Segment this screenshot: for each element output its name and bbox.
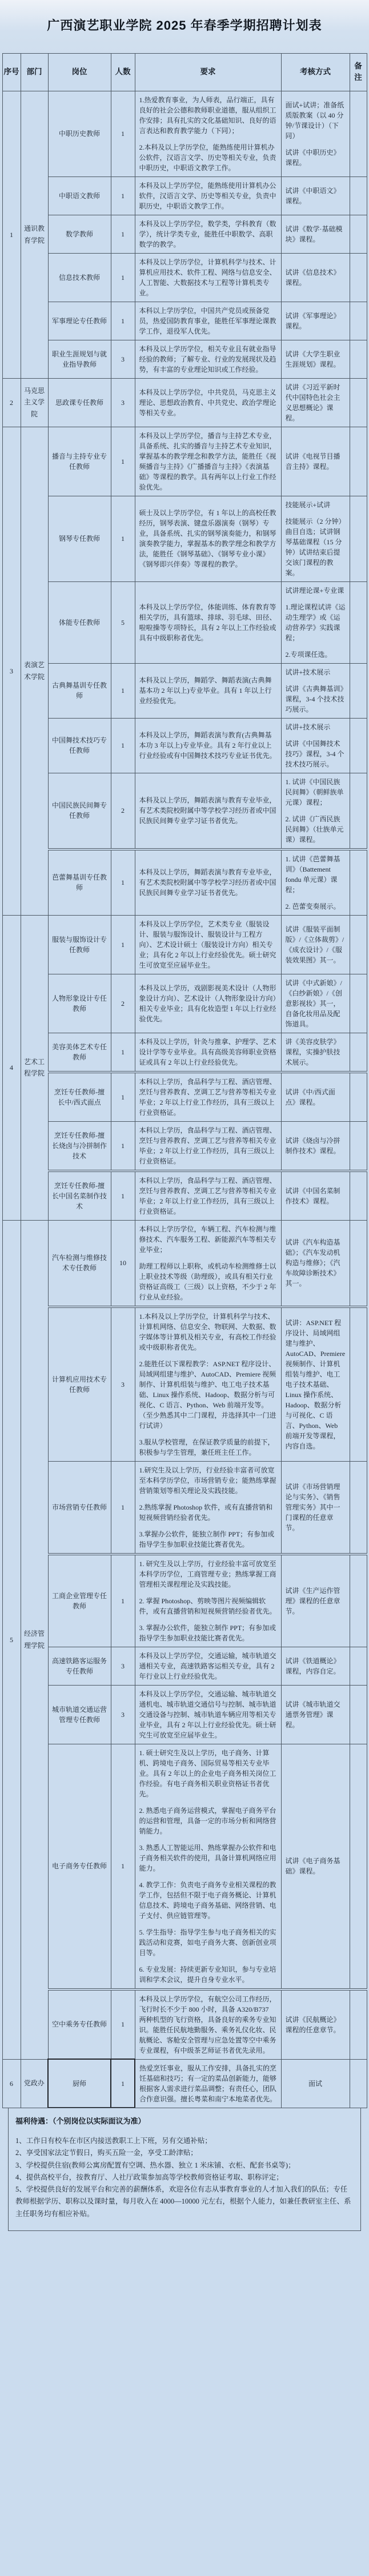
position-cell: 烹饪专任教师-擅长中国名菜制作技术 bbox=[48, 1171, 111, 1221]
assessment-cell bbox=[281, 915, 350, 974]
requirements-cell bbox=[135, 1307, 281, 1462]
benefits-title: 福利待遇：（个别岗位以实际面议为准） bbox=[15, 2117, 146, 2125]
requirement-paragraph: 热爱烹饪事业，服从工作安排，具备扎实的烹饪基础和技巧；有一定的菜品创新能力，能够根据客人需求进行菜品调整；有责任心，团队合作意识强。擅长粤菜和南宁本地菜者优先。 bbox=[139, 2064, 277, 2103]
assessment-paragraph: 试讲《城市轨道交通票务管理》课程。 bbox=[285, 1700, 340, 1729]
table-row bbox=[2, 1685, 367, 1744]
requirement-paragraph: 3. 掌握办公软件，能独立制作 PPT；有参加或指导学生参加职业技能比赛者优先。 bbox=[139, 1623, 276, 1642]
assessment-paragraph: 试讲《大学生职业生涯规划》课程。 bbox=[285, 350, 340, 368]
requirements-cell bbox=[135, 427, 281, 496]
table-header-row bbox=[2, 54, 367, 91]
count-cell: 10 bbox=[111, 1220, 135, 1307]
benefit-item: 5、学校提供良好的发展平台和完善的薪酬体系，欢迎各位有志从事教育事业的人才加入我们的队伍；专任教师根据学历、职称以及课时量，每月收入在 4000—10000 元左右，根据个人能力，如兼任教研室主任、系主任职务均有相应补贴。 bbox=[15, 2185, 351, 2218]
requirements-cell bbox=[135, 378, 281, 427]
assessment-paragraph: 1.理论课程试讲《运动生理学》或《运动营养学》实践课程； bbox=[285, 603, 346, 642]
assessment-paragraph: 试讲《信息技术》课程。 bbox=[285, 268, 340, 287]
no-cell: 4 bbox=[2, 915, 21, 1220]
no-cell: 5 bbox=[2, 1220, 21, 2059]
count-cell: 3 bbox=[111, 378, 135, 427]
remark-cell bbox=[350, 1171, 367, 1221]
assessment-cell bbox=[281, 1307, 350, 1462]
benefit-item: 4、提供高校平台，按教育厅、人社厅政策参加高等学校教师资格证考取、职称评定； bbox=[15, 2173, 283, 2181]
position-cell: 中国民族民间舞专任教师 bbox=[48, 773, 111, 849]
requirements-cell bbox=[135, 2059, 281, 2108]
assessment-cell bbox=[281, 663, 350, 718]
remark-cell bbox=[350, 718, 367, 773]
assessment-paragraph: 技能展示+试讲 bbox=[285, 500, 331, 509]
assessment-paragraph: 试讲《电子商务基础》课程。 bbox=[285, 1857, 340, 1875]
remark-cell bbox=[350, 1685, 367, 1744]
requirements-cell bbox=[135, 302, 281, 340]
count-cell: 1 bbox=[111, 2059, 135, 2108]
header-cell-assessment: 考核方式 bbox=[281, 54, 350, 91]
position-cell: 中职历史教师 bbox=[48, 91, 111, 176]
assessment-paragraph: 试讲《中式新娘》/《白纱新娘》/《创意影视妆》其一，自备化妆用品及配饰道具。 bbox=[285, 978, 342, 1028]
count-cell: 2 bbox=[111, 974, 135, 1033]
requirement-paragraph: 2.熟练掌握 Photoshop 软件，或有直播营销和短视频营销经验者优先。 bbox=[139, 1503, 273, 1522]
requirements-cell bbox=[135, 974, 281, 1033]
requirement-paragraph: 本科以上学历学位，车辆工程、汽车检测与维修技术、汽车服务工程、新能源汽车等相关专业毕业； bbox=[139, 1225, 276, 1254]
table-row bbox=[2, 581, 367, 663]
table-row bbox=[2, 849, 367, 916]
page-title: 广西演艺职业学院 2025 年春季学期招聘计划表 bbox=[47, 18, 322, 33]
count-cell: 1 bbox=[111, 1989, 135, 2060]
assessment-paragraph: 试讲《数学·基础模块》课程。 bbox=[285, 224, 343, 243]
requirement-paragraph: 1.热爱教育事业，为人师表，品行端正，具有良好的社会公德和教师职业道德，服从组织工作安排；具有扎实的文化基础知识、良好的语言表达和教育教学能力（下同）； bbox=[139, 95, 276, 135]
assessment-cell bbox=[281, 974, 350, 1033]
position-cell: 高速铁路客运服务专任教师 bbox=[48, 1647, 111, 1685]
table-row bbox=[2, 1554, 367, 1647]
count-cell: 1 bbox=[111, 302, 135, 340]
requirement-paragraph: 2. 掌握 Photoshop、剪映等图片视频编辑软件，或有直播营销和短视频营销经验者优先。 bbox=[139, 1596, 276, 1615]
assessment-paragraph: 面试 bbox=[308, 2079, 322, 2088]
remark-cell bbox=[350, 340, 367, 378]
count-cell: 1 bbox=[111, 176, 135, 215]
assessment-cell bbox=[281, 1989, 350, 2060]
requirements-cell bbox=[135, 1461, 281, 1554]
assessment-cell bbox=[281, 718, 350, 773]
assessment-paragraph: 试讲《铁道概论》课程，内容自定。 bbox=[285, 1656, 340, 1675]
requirement-paragraph: 1. 硕士研究生及以上学历，电子商务、计算机、跨境电子商务、国际贸易等相关专业毕业。具有 2 年以上的企业电子商务相关岗位工作经验。有电子商务相关职业资格证书者优先。 bbox=[139, 1748, 276, 1798]
requirement-paragraph: 本科及以上学历，戏剧影视美术设计（人物形象设计方向）、艺术设计（人物形象设计方向）相关专业毕业；具有化妆造型 1 年以上行业经验优先。 bbox=[139, 984, 276, 1023]
requirements-cell bbox=[135, 1171, 281, 1221]
requirements-cell bbox=[135, 253, 281, 302]
assessment-cell bbox=[281, 849, 350, 916]
remark-cell bbox=[350, 1220, 367, 1307]
requirement-paragraph: 本科以上学历，食品科学与工程、酒店管理、烹饪与营养教育、烹调工艺与营养等相关专业毕业；2 年以上行业工作经历，具有三级以上行业资格证。 bbox=[139, 1126, 276, 1165]
remark-cell bbox=[350, 915, 367, 974]
no-cell: 1 bbox=[2, 91, 21, 378]
assessment-paragraph: 试讲《电视节目播音主持》课程。 bbox=[285, 452, 340, 471]
requirement-paragraph: 本科及以上学历学位，能熟练使用计算机办公软件，汉语言文学、历史等相关专业，负责中职历史，中职语文教学工作。 bbox=[139, 181, 276, 210]
department-cell: 党政办 bbox=[21, 2059, 48, 2108]
remark-cell bbox=[350, 1554, 367, 1647]
department-cell: 经济管理学院 bbox=[21, 1220, 48, 2059]
requirement-paragraph: 本科以上学历，食品科学与工程、酒店管理、烹饪与营养教育、烹调工艺与营养等相关专业毕业；2 年以上行业工作经历，具有三级以上行业资格证。 bbox=[139, 1077, 276, 1117]
no-cell: 2 bbox=[2, 378, 21, 427]
header-cell-position: 岗位 bbox=[48, 54, 111, 91]
requirement-paragraph: 4. 教学工作：负责电子商务专业相关课程的教学工作，包括但不限于电子商务概论、计算机信息技术、跨境电子商务基础、网络营销、电子支付、供应链管理等。 bbox=[139, 1880, 276, 1920]
remark-cell bbox=[350, 91, 367, 176]
position-cell: 厨师 bbox=[48, 2059, 111, 2108]
table-head bbox=[2, 54, 367, 91]
requirements-cell bbox=[135, 1647, 281, 1685]
count-cell: 1 bbox=[111, 91, 135, 176]
assessment-cell bbox=[281, 773, 350, 849]
position-cell: 电子商务专任教师 bbox=[48, 1744, 111, 1989]
count-cell: 1 bbox=[111, 1171, 135, 1221]
requirement-paragraph: 本科以上学历，食品科学与工程、酒店管理、烹饪与营养教育、烹调工艺与营养等相关专业毕业；2 年以上行业工作经历，具有三级以上行业资格证。 bbox=[139, 1176, 276, 1215]
assessment-cell bbox=[281, 378, 350, 427]
requirements-cell bbox=[135, 1033, 281, 1072]
assessment-cell bbox=[281, 427, 350, 496]
requirement-paragraph: 2.能胜任以下课程教学：ASP.NET 程序设计、局域网组建与维护、AutoCAD、Premiere 视频制作、计算机组装与维护、电工电子技术基础、Linux 操作系统、Hadoop、数据分析与可视化、C 语言、Python、Web 前端开发等。（至少熟悉其中二门课程，并选择其中一门进行试讲） bbox=[139, 1359, 276, 1430]
requirements-cell bbox=[135, 496, 281, 581]
requirement-paragraph: 本科及以上学历学位，播音与主持艺术专业，具备系统、扎实的播音与主持艺术专业知识，掌握基本的教学理念和教学方法，能胜任《视频播音与主持》《广播播音与主持》《表演基础》等课程的教学。具有两年以上行业工作经验优先。 bbox=[139, 431, 276, 491]
requirement-paragraph: 6. 专业发展：持续更新专业知识，参与专业培训和学术会议，提升自身专业水平。 bbox=[139, 1965, 276, 1984]
requirement-paragraph: 1.本科及以上学历学位，计算机科学与技术、计算机网络、信息安全、物联网、大数据、数字媒体等计算机及相关专业，有高校工作经验或中级职称者优先。 bbox=[139, 1312, 276, 1351]
position-cell: 烹饪专任教师-擅长中/西式面点 bbox=[48, 1072, 111, 1122]
position-cell: 计算机应用技术专任教师 bbox=[48, 1307, 111, 1462]
assessment-paragraph: 试讲《中职语文》课程。 bbox=[285, 186, 340, 205]
benefits-section bbox=[8, 2108, 361, 2231]
requirements-cell bbox=[135, 581, 281, 663]
remark-cell bbox=[350, 663, 367, 718]
requirement-paragraph: 1. 研究生及以上学历，行业经验丰富可放宽至本科学历学位，工商管理专业；熟练掌握工商管理相关课程理论及实践技能。 bbox=[139, 1559, 276, 1588]
position-cell: 市场营销专任教师 bbox=[48, 1461, 111, 1554]
assessment-paragraph: 试讲《民航概论》课程的任意章节。 bbox=[285, 2015, 340, 2034]
table-row bbox=[2, 974, 367, 1033]
header-cell-department: 部门 bbox=[21, 54, 48, 91]
assessment-paragraph: 面试+试讲；准备纸质版教案（以 40 分钟/节课设计）（下同） bbox=[285, 101, 344, 140]
requirement-paragraph: 本科及以上学历学位，计算机科学与技术、计算机应用技术、软件工程、网络与信息安全、人工智能、大数据技术与工程等计算机类专业。 bbox=[139, 258, 276, 297]
assessment-paragraph: 试讲《中国名菜制作技术》课程。 bbox=[285, 1186, 340, 1205]
requirement-paragraph: 本科及以上学历学位，交通运输，城市轨道交通相关专业，高速铁路客运相关专业，具有 2 年行业以上行业经验优先。 bbox=[139, 1651, 276, 1680]
requirement-paragraph: 本科及以上学历学位，数学类，学科教育（数学），统计学类专业，能胜任中职数学、高职数学的教学。 bbox=[139, 219, 276, 248]
table-row bbox=[2, 1744, 367, 1989]
count-cell: 1 bbox=[111, 1121, 135, 1171]
assessment-cell bbox=[281, 1744, 350, 1989]
table-row bbox=[2, 1033, 367, 1072]
assessment-cell bbox=[281, 340, 350, 378]
remark-cell bbox=[350, 427, 367, 496]
table-row bbox=[2, 1171, 367, 1221]
assessment-paragraph: 试讲+技术展示 bbox=[285, 723, 331, 731]
requirement-paragraph: 2. 熟悉电子商务运营模式，掌握电子商务平台的运营和管理，具备一定的市场分析和网络营销能力。 bbox=[139, 1806, 276, 1835]
assessment-paragraph: 试讲《习近平新时代中国特色社会主义思想概论》课程。 bbox=[285, 383, 340, 422]
remark-cell bbox=[350, 378, 367, 427]
assessment-cell bbox=[281, 1461, 350, 1554]
no-cell: 6 bbox=[2, 2059, 21, 2108]
position-cell: 人物形象设计专任教师 bbox=[48, 974, 111, 1033]
requirement-paragraph: 本科及以上学历学位，中共党员，马克思主义理论、思想政治教育、中共党史、政治学理论等相关专业。 bbox=[139, 388, 276, 417]
department-cell: 艺术工程学院 bbox=[21, 915, 48, 1220]
assessment-paragraph: 试讲理论课+专业课 bbox=[285, 586, 344, 595]
count-cell: 1 bbox=[111, 915, 135, 974]
table-row bbox=[2, 215, 367, 253]
assessment-cell bbox=[281, 91, 350, 176]
assessment-cell bbox=[281, 1554, 350, 1647]
table-row bbox=[2, 2059, 367, 2108]
table-row bbox=[2, 1072, 367, 1122]
count-cell: 1 bbox=[111, 1744, 135, 1989]
remark-cell bbox=[350, 2059, 367, 2108]
assessment-cell bbox=[281, 253, 350, 302]
remark-cell bbox=[350, 496, 367, 581]
table-row bbox=[2, 378, 367, 427]
assessment-cell bbox=[281, 1220, 350, 1307]
requirements-cell bbox=[135, 1744, 281, 1989]
count-cell: 3 bbox=[111, 1685, 135, 1744]
count-cell: 1 bbox=[111, 253, 135, 302]
table-row bbox=[2, 176, 367, 215]
remark-cell bbox=[350, 1121, 367, 1171]
count-cell: 3 bbox=[111, 1307, 135, 1462]
assessment-cell bbox=[281, 1033, 350, 1072]
position-cell: 中职语文教师 bbox=[48, 176, 111, 215]
remark-cell bbox=[350, 1647, 367, 1685]
assessment-cell bbox=[281, 581, 350, 663]
requirement-paragraph: 本科及以上学历，针灸与推拿、护理学、艺术设计学等专业毕业。具有高级美容师职业资格证或具有 2 年以上行业经验优先。 bbox=[139, 1037, 276, 1066]
requirements-cell bbox=[135, 340, 281, 378]
assessment-paragraph: 试讲《生产运作管理》课程的任意章节。 bbox=[285, 1586, 340, 1615]
requirement-paragraph: 本科及以上学历学位，相关专业且有就业指导经验的教师；了解专业、行业的发展现状及趋势，有丰富的专业理论知识或工作经验。 bbox=[139, 344, 276, 374]
assessment-cell bbox=[281, 302, 350, 340]
requirements-cell bbox=[135, 1121, 281, 1171]
position-cell: 军事理论专任教师 bbox=[48, 302, 111, 340]
assessment-cell bbox=[281, 1072, 350, 1122]
assessment-paragraph: 试讲《汽车构造基础》；《汽车发动机构造与维修》；《汽车故障诊断技术》其一。 bbox=[285, 1238, 340, 1287]
position-cell: 空中乘务专任教师 bbox=[48, 1989, 111, 2060]
remark-cell bbox=[350, 176, 367, 215]
count-cell: 2 bbox=[111, 773, 135, 849]
remark-cell bbox=[350, 1461, 367, 1554]
position-cell: 烹饪专任教师-擅长烧卤与冷拼制作技术 bbox=[48, 1121, 111, 1171]
remark-cell bbox=[350, 302, 367, 340]
table-row bbox=[2, 1647, 367, 1685]
requirement-paragraph: 3. 熟悉人工智能运用、熟练掌握办公软件和电子商务相关软件的使用，具备计算机网络应用能力。 bbox=[139, 1843, 276, 1872]
assessment-paragraph: 试讲《中国舞技术技巧》课程，3-4 个技术技巧展示。 bbox=[285, 739, 344, 768]
table-row bbox=[2, 496, 367, 581]
remark-cell bbox=[350, 1744, 367, 1989]
count-cell: 1 bbox=[111, 663, 135, 718]
remark-cell bbox=[350, 1072, 367, 1122]
assessment-paragraph: 1. 试讲《芭蕾舞基训》（Battement fondu 单元课）课程； bbox=[285, 854, 340, 894]
assessment-cell bbox=[281, 215, 350, 253]
benefits-list bbox=[15, 2135, 354, 2220]
requirements-cell bbox=[135, 1072, 281, 1122]
position-cell: 美容美体艺术专任教师 bbox=[48, 1033, 111, 1072]
count-cell: 1 bbox=[111, 1461, 135, 1554]
requirements-cell bbox=[135, 91, 281, 176]
count-cell: 5 bbox=[111, 581, 135, 663]
assessment-paragraph: 讲《美容皮肤学》课程，实操护肤技术展示。 bbox=[285, 1037, 340, 1066]
remark-cell bbox=[350, 1989, 367, 2060]
assessment-paragraph: 试讲《军事理论》课程。 bbox=[285, 311, 340, 330]
table-row bbox=[2, 427, 367, 496]
count-cell: 1 bbox=[111, 849, 135, 916]
table-row bbox=[2, 1461, 367, 1554]
department-cell: 通识教育学院 bbox=[21, 91, 48, 378]
position-cell: 职业生涯规划与就业指导教师 bbox=[48, 340, 111, 378]
benefit-item: 3、学校提供住宿(教师公寓房配置有空调、热水器、独立 1 米床铺、衣柜、配套书桌等)； bbox=[15, 2161, 295, 2169]
department-cell: 马克思主义学院 bbox=[21, 378, 48, 427]
position-cell: 工商企业管理专任教师 bbox=[48, 1554, 111, 1647]
assessment-cell bbox=[281, 496, 350, 581]
requirements-cell bbox=[135, 773, 281, 849]
assessment-paragraph: 2. 芭蕾变奏展示。 bbox=[285, 902, 340, 910]
position-cell: 服装与服饰设计专任教师 bbox=[48, 915, 111, 974]
requirement-paragraph: 本科及以上学历学位，有航空公司工作经历，飞行时长不少于 800 小时，具备 A320/B737 两种机型的飞行资格，具备良好的乘务专业知识。能胜任民航地勤服务、乘务礼仪化妆、民航概论、客舱安全管理与应急处置等空中乘务专业课程，有中级茶艺师证书者优先录用。 bbox=[139, 1995, 276, 2055]
requirements-cell bbox=[135, 1685, 281, 1744]
assessment-cell bbox=[281, 176, 350, 215]
requirements-cell bbox=[135, 849, 281, 916]
remark-cell bbox=[350, 581, 367, 663]
requirements-cell bbox=[135, 1554, 281, 1647]
assessment-paragraph: 试讲《古典舞基训》课程，3-4 个技术技巧展示。 bbox=[285, 684, 344, 713]
position-cell: 中国舞技术技巧专任教师 bbox=[48, 718, 111, 773]
table-row bbox=[2, 91, 367, 176]
count-cell: 3 bbox=[111, 1647, 135, 1685]
requirement-paragraph: 本科及以上学历，舞蹈表演与教育专业毕业，有艺术类院校附属中等学校学习经历者或中国民族民间舞专业学习证书者优先。 bbox=[139, 796, 276, 825]
remark-cell bbox=[350, 253, 367, 302]
position-cell: 汽车检测与维修技术专任教师 bbox=[48, 1220, 111, 1307]
count-cell: 1 bbox=[111, 1033, 135, 1072]
position-cell: 播音与主持专业专任教师 bbox=[48, 427, 111, 496]
position-cell: 芭蕾舞基训专任教师 bbox=[48, 849, 111, 916]
header-cell-remark: 备注 bbox=[350, 54, 367, 91]
assessment-cell bbox=[281, 1685, 350, 1744]
count-cell: 1 bbox=[111, 215, 135, 253]
recruitment-table bbox=[2, 53, 367, 2108]
remark-cell bbox=[350, 773, 367, 849]
count-cell: 1 bbox=[111, 496, 135, 581]
table-row bbox=[2, 915, 367, 974]
requirement-paragraph: 本科及以上学历学位，交通运输、城市轨道交通机电、城市轨道交通信号与控制、城市轨道交通设备与控制、城市轨道车辆应用等相关专业毕业，具有 2 年以上行业经验优先。硕士研究生可放宽至应届毕业生。 bbox=[139, 1690, 276, 1739]
table-row bbox=[2, 1121, 367, 1171]
count-cell: 1 bbox=[111, 718, 135, 773]
count-cell: 1 bbox=[111, 1554, 135, 1647]
requirement-paragraph: 本科以上学历学位，中国共产党员或预备党员，热爱国防教育事业，能胜任军事理论课教学工作，退役军人优先。 bbox=[139, 306, 276, 335]
requirement-paragraph: 助理工程师以上职称，或机动车检测维修士以上职业技术等级（助理级），或具有相关行业资格证高级工（三级）以上资格，不少于 2 年行业从业经验。 bbox=[139, 1262, 276, 1301]
assessment-paragraph: 试讲：ASP.NET 程序设计、局域网组建与维护、AutoCAD、Premiere 视频制作、计算机组装与维护、电工电子技术基础、Linux 操作系统、Hadoop、数据分析与可视化、C 语言、Python、Web 前端开发等课程，内容自选。 bbox=[285, 1318, 346, 1450]
remark-cell bbox=[350, 215, 367, 253]
requirements-cell bbox=[135, 1220, 281, 1307]
position-cell: 钢琴专任教师 bbox=[48, 496, 111, 581]
table-row bbox=[2, 340, 367, 378]
requirement-paragraph: 5. 学生指导：指导学生参与电子商务相关的实践活动和竞赛，如电子商务大赛、创新创业项目等。 bbox=[139, 1928, 276, 1957]
remark-cell bbox=[350, 1033, 367, 1072]
remark-cell bbox=[350, 849, 367, 916]
requirement-paragraph: 本科及以上学历学位，艺术类专业（服装设计、服装与服饰设计、服装设计与工程方向）、艺术设计硕士（服装设计方向）相关专业；具有化 2 年以上行业经验优先。硕士研究生可放宽至应届毕业生。 bbox=[139, 920, 276, 969]
no-cell: 3 bbox=[2, 427, 21, 915]
remark-cell bbox=[350, 974, 367, 1033]
assessment-paragraph: 2. 试讲《广西民族民间舞》（壮族单元课）课程。 bbox=[285, 814, 344, 844]
header-cell-count: 人数 bbox=[111, 54, 135, 91]
count-cell: 3 bbox=[111, 340, 135, 378]
assessment-cell bbox=[281, 1647, 350, 1685]
requirement-paragraph: 本科及以上学历，舞蹈学、舞蹈表演(古典舞基本功 2 年以上)专业毕业。具有 1 年以上行业经验优先。 bbox=[139, 676, 272, 705]
table-row bbox=[2, 1220, 367, 1307]
position-cell: 数学教师 bbox=[48, 215, 111, 253]
requirement-paragraph: 2.本科及以上学历学位，能熟练使用计算机办公软件，汉语言文学、历史等相关专业，负责中职历史，中职语文教学工作。 bbox=[139, 143, 276, 172]
requirement-paragraph: 本科及以上学历，舞蹈表演与教育(古典舞基本功 3 年以上)专业毕业。具有 2 年行业以上行业经验或有中国舞技术技巧专业证书优先。 bbox=[139, 731, 276, 760]
assessment-paragraph: 2.专项课任选。 bbox=[285, 650, 332, 659]
requirement-paragraph: 3.服从学校管理，在保证教学质量的前提下，积极参与学生管理，兼任班主任工作。 bbox=[139, 1438, 275, 1456]
table-row bbox=[2, 773, 367, 849]
position-cell: 体能专任教师 bbox=[48, 581, 111, 663]
header-cell-no: 序号 bbox=[2, 54, 21, 91]
assessment-cell bbox=[281, 1121, 350, 1171]
header-cell-requirements: 要求 bbox=[135, 54, 281, 91]
requirement-paragraph: 本科及以上学历，舞蹈表演与教育专业毕业，有艺术类院校附属中等学校学习经历者或中国民族民间舞专业学习证书者优先。 bbox=[139, 868, 276, 897]
benefit-item: 1、工作日有校车在市区内接送教职工上下班，另有交通补贴； bbox=[15, 2137, 212, 2145]
requirements-cell bbox=[135, 718, 281, 773]
requirement-paragraph: 硕士及以上学历学位，有 1 年以上的高校任教经历，钢琴表演、键盘乐器演奏（钢琴）专业，具备系统、扎实的钢琴演奏能力，和钢琴演奏教学能力，掌握基本的教学理念和教学方法，能胜任《钢琴基础》、《钢琴专业小课》《钢琴即兴伴奏》等课程的教学。 bbox=[139, 509, 276, 568]
requirements-cell bbox=[135, 176, 281, 215]
assessment-paragraph: 试讲《中职历史》课程。 bbox=[285, 148, 340, 167]
assessment-paragraph: 试讲《市场营销理论与实务》、《销售管理实务》其中一门课程的任意章节。 bbox=[285, 1482, 340, 1532]
assessment-paragraph: 试讲+技术展示 bbox=[285, 668, 331, 676]
table-row bbox=[2, 1307, 367, 1462]
table-row bbox=[2, 253, 367, 302]
requirement-paragraph: 1.研究生及以上学历，行业经验丰富者可放宽至本科学历学位，市场营销专业；能熟练掌握营销策划等相关理论及实践技能。 bbox=[139, 1466, 276, 1495]
requirement-paragraph: 本科及以上学历学位，体能训练、体育教育等相关学历，具有篮球、排球、羽毛球、田径、啦啦操等专项特长，具有 2 年以上工作经验或具有中级职称者优先。 bbox=[139, 603, 276, 642]
requirements-cell bbox=[135, 915, 281, 974]
position-cell: 思政课专任教师 bbox=[48, 378, 111, 427]
department-cell: 表演艺术学院 bbox=[21, 427, 48, 915]
table-row bbox=[2, 663, 367, 718]
count-cell: 1 bbox=[111, 1072, 135, 1122]
benefit-item: 2、享受国家法定节假日，购买五险一金，享受工龄津贴； bbox=[15, 2149, 198, 2157]
assessment-cell bbox=[281, 1171, 350, 1221]
requirement-paragraph: 3.掌握办公软件，能独立制作 PPT；有参加或指导学生参加职业技能比赛者优先。 bbox=[139, 1530, 275, 1548]
assessment-paragraph: 试讲《烧卤与冷拼制作技术》课程。 bbox=[285, 1136, 340, 1155]
assessment-paragraph: 技能展示（2 分钟）曲目自选；试讲钢琴基础课程（15 分钟）试讲结束后提交该门课程的教案。 bbox=[285, 517, 346, 577]
position-cell: 古典舞基训专任教师 bbox=[48, 663, 111, 718]
requirements-cell bbox=[135, 1989, 281, 2060]
table-row bbox=[2, 1989, 367, 2060]
table-row bbox=[2, 718, 367, 773]
table-row bbox=[2, 302, 367, 340]
table-body bbox=[2, 91, 367, 2108]
requirements-cell bbox=[135, 663, 281, 718]
requirements-cell bbox=[135, 215, 281, 253]
assessment-cell bbox=[281, 2059, 350, 2108]
remark-cell bbox=[350, 1307, 367, 1462]
assessment-paragraph: 试讲《服装平面制版》/《立体裁剪》/《成衣设计》/《服装效果图》其一。 bbox=[285, 925, 344, 964]
count-cell: 1 bbox=[111, 427, 135, 496]
assessment-paragraph: 试讲《中/西式面点》课程。 bbox=[285, 1088, 335, 1106]
assessment-paragraph: 1. 试讲《中国民族民间舞》（朝鲜族单元课）课程； bbox=[285, 777, 344, 806]
position-cell: 信息技术教师 bbox=[48, 253, 111, 302]
position-cell: 城市轨道交通运营管理专任教师 bbox=[48, 1685, 111, 1744]
